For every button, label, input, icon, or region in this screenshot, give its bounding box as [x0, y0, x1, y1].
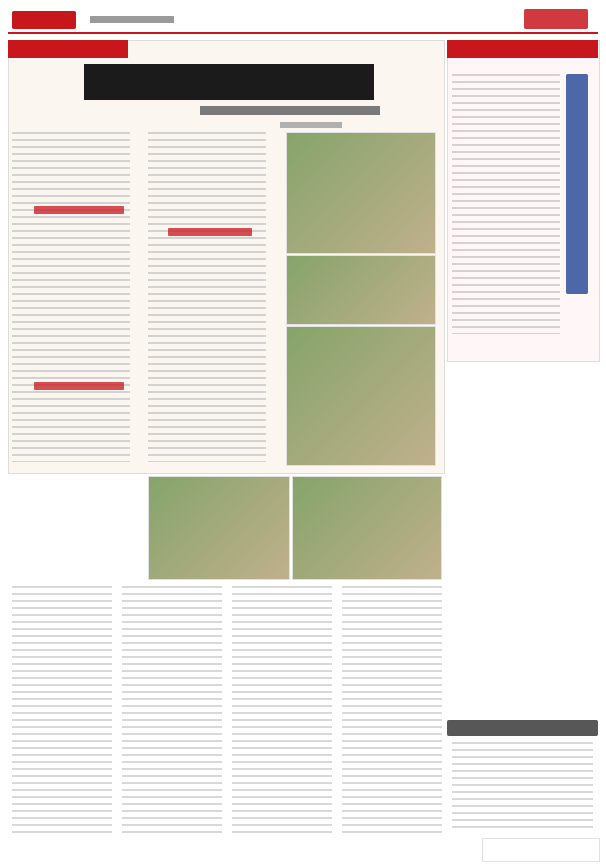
lead-subhead-2 [34, 382, 124, 390]
lead-column-1 [12, 132, 130, 462]
photo-1 [286, 132, 436, 254]
lead-subhead-1 [34, 206, 124, 214]
right-bottom-headline [447, 720, 598, 736]
photo-4 [148, 476, 290, 580]
date-line [90, 16, 174, 23]
lead-headline [84, 64, 374, 100]
right-feature-headline [566, 74, 588, 294]
bottom-column-4 [342, 586, 442, 834]
bottom-column-1 [12, 586, 112, 834]
newspaper-logo [524, 9, 588, 29]
lead-column-2 [148, 132, 266, 462]
photo-2 [286, 255, 436, 325]
lead-subheadline [200, 106, 380, 115]
photo-5 [292, 476, 442, 580]
photo-3 [286, 326, 436, 466]
right-bottom-text [452, 742, 593, 830]
right-feature-tag [447, 40, 598, 58]
corner-box [482, 838, 600, 862]
bottom-column-2 [122, 586, 222, 834]
lead-subhead-3 [168, 228, 252, 236]
section-logo [12, 11, 76, 29]
lead-byline [280, 122, 342, 128]
lead-story-tag [8, 40, 128, 58]
bottom-column-3 [232, 586, 332, 834]
right-feature-text [452, 74, 560, 334]
